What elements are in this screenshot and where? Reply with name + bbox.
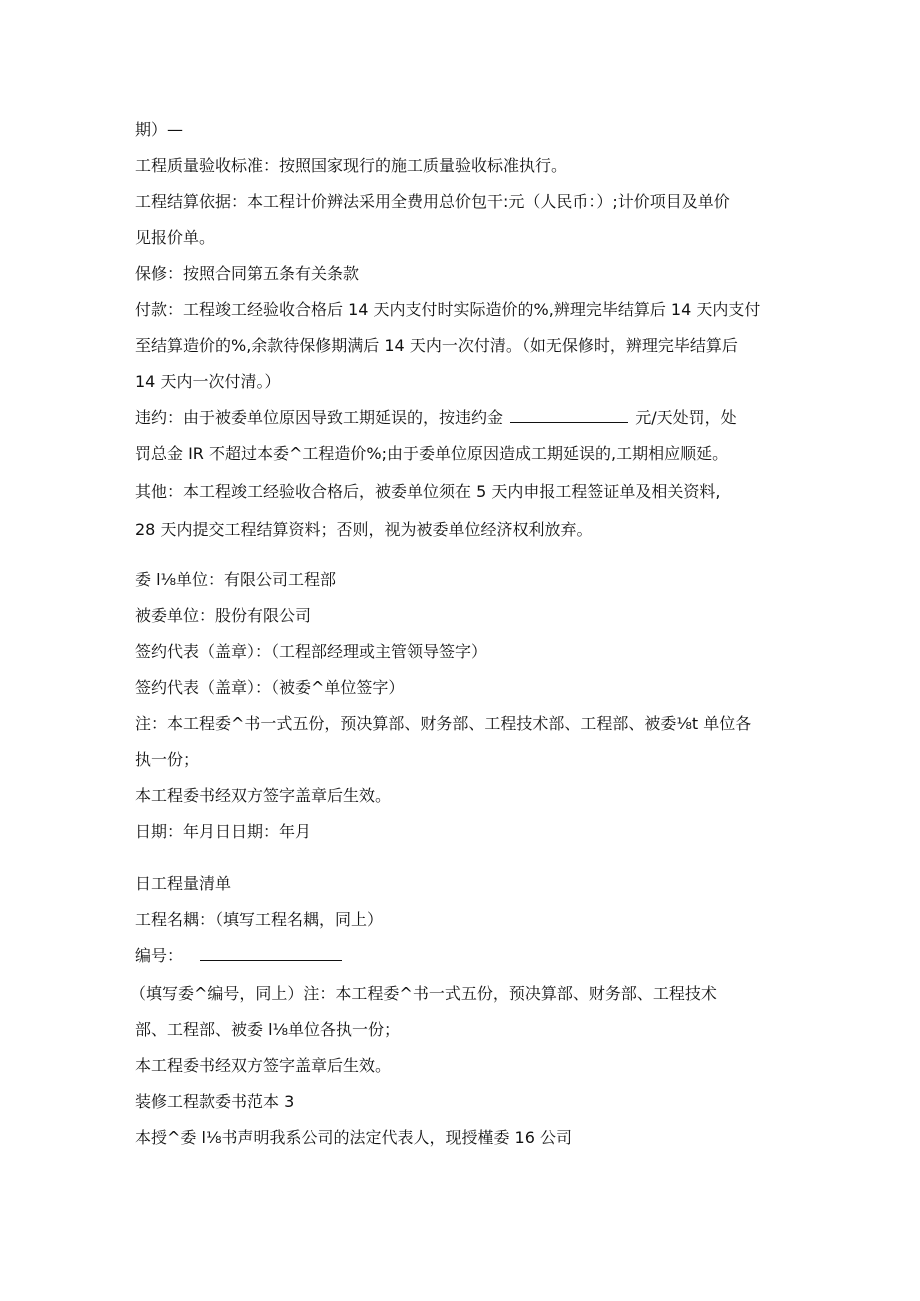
text-line: 装修工程款委书范本 3 <box>135 1092 295 1111</box>
text-line: 28 天内提交工程结算资料；否则，视为被委单位经济权利放弃。 <box>135 520 593 539</box>
text-line-number <box>135 946 344 966</box>
penalty-text-before: 违约：由于被委单位原因导致工期延误的，按违约金 <box>135 408 504 427</box>
text-line: 执一份； <box>135 750 200 769</box>
blank-underline <box>510 408 628 423</box>
number-label: 编号： <box>135 946 184 965</box>
text-line: 本授^委 l⅛书声明我系公司的法定代表人，现授槿委 16 公司 <box>135 1128 572 1147</box>
penalty-text-after: 元/天处罚，处 <box>635 408 737 427</box>
text-line: 保修：按照合同第五条有关条款 <box>135 264 360 283</box>
text-line: 罚总金 IR 不超过本委^工程造价%;由于委单位原因造成工期延误的,工期相应顺延。 <box>135 444 729 463</box>
text-line: 签约代表（盖章）：（工程部经理或主管领导签字） <box>135 642 488 661</box>
text-line: 工程质量验收标准：按照国家现行的施工质量验收标准执行。 <box>135 156 568 175</box>
text-line: （填写委^编号，同上）注：本工程委^书一式五份，预决算部、财务部、工程技术 <box>130 984 717 1003</box>
text-line: 其他：本工程竣工经验收合格后，被委单位须在 5 天内申报工程签证单及相关资料, <box>135 482 721 501</box>
text-line: 工程结算依据：本工程计价辨法采用全费用总价包干:元（人民币：）;计价项目及单价 <box>135 192 730 211</box>
text-line: 日期：年月日日期：年月 <box>135 822 312 841</box>
text-line: 期）— <box>135 120 184 139</box>
text-line: 工程名耦：（填写工程名耦，同上） <box>135 910 384 929</box>
text-line: 14 天内一次付清。） <box>135 372 281 391</box>
text-line: 本工程委书经双方签字盖章后生效。 <box>135 1056 392 1075</box>
text-line-penalty <box>135 408 737 428</box>
text-line: 委 l⅛单位：有限公司工程部 <box>135 570 337 589</box>
text-line: 付款：工程竣工经验收合格后 14 天内支付时实际造价的%,辨理完毕结算后 14 天内支付 <box>135 300 761 319</box>
text-line: 被委单位：股份有限公司 <box>135 606 312 625</box>
blank-underline <box>200 946 342 961</box>
text-line: 至结算造价的%,余款待保修期满后 14 天内一次付清。（如无保修时，辨理完毕结算后 <box>135 336 738 355</box>
text-line: 见报价单。 <box>135 228 216 247</box>
text-line: 本工程委书经双方签字盖章后生效。 <box>135 786 392 805</box>
text-line: 签约代表（盖章）：（被委^单位签字） <box>135 678 405 697</box>
text-line: 部、工程部、被委 l⅛单位各执一份； <box>135 1020 401 1039</box>
text-line: 日工程量清单 <box>135 874 232 893</box>
text-line: 注：本工程委^书一式五份，预决算部、财务部、工程技术部、工程部、被委⅛t 单位各 <box>135 714 752 733</box>
